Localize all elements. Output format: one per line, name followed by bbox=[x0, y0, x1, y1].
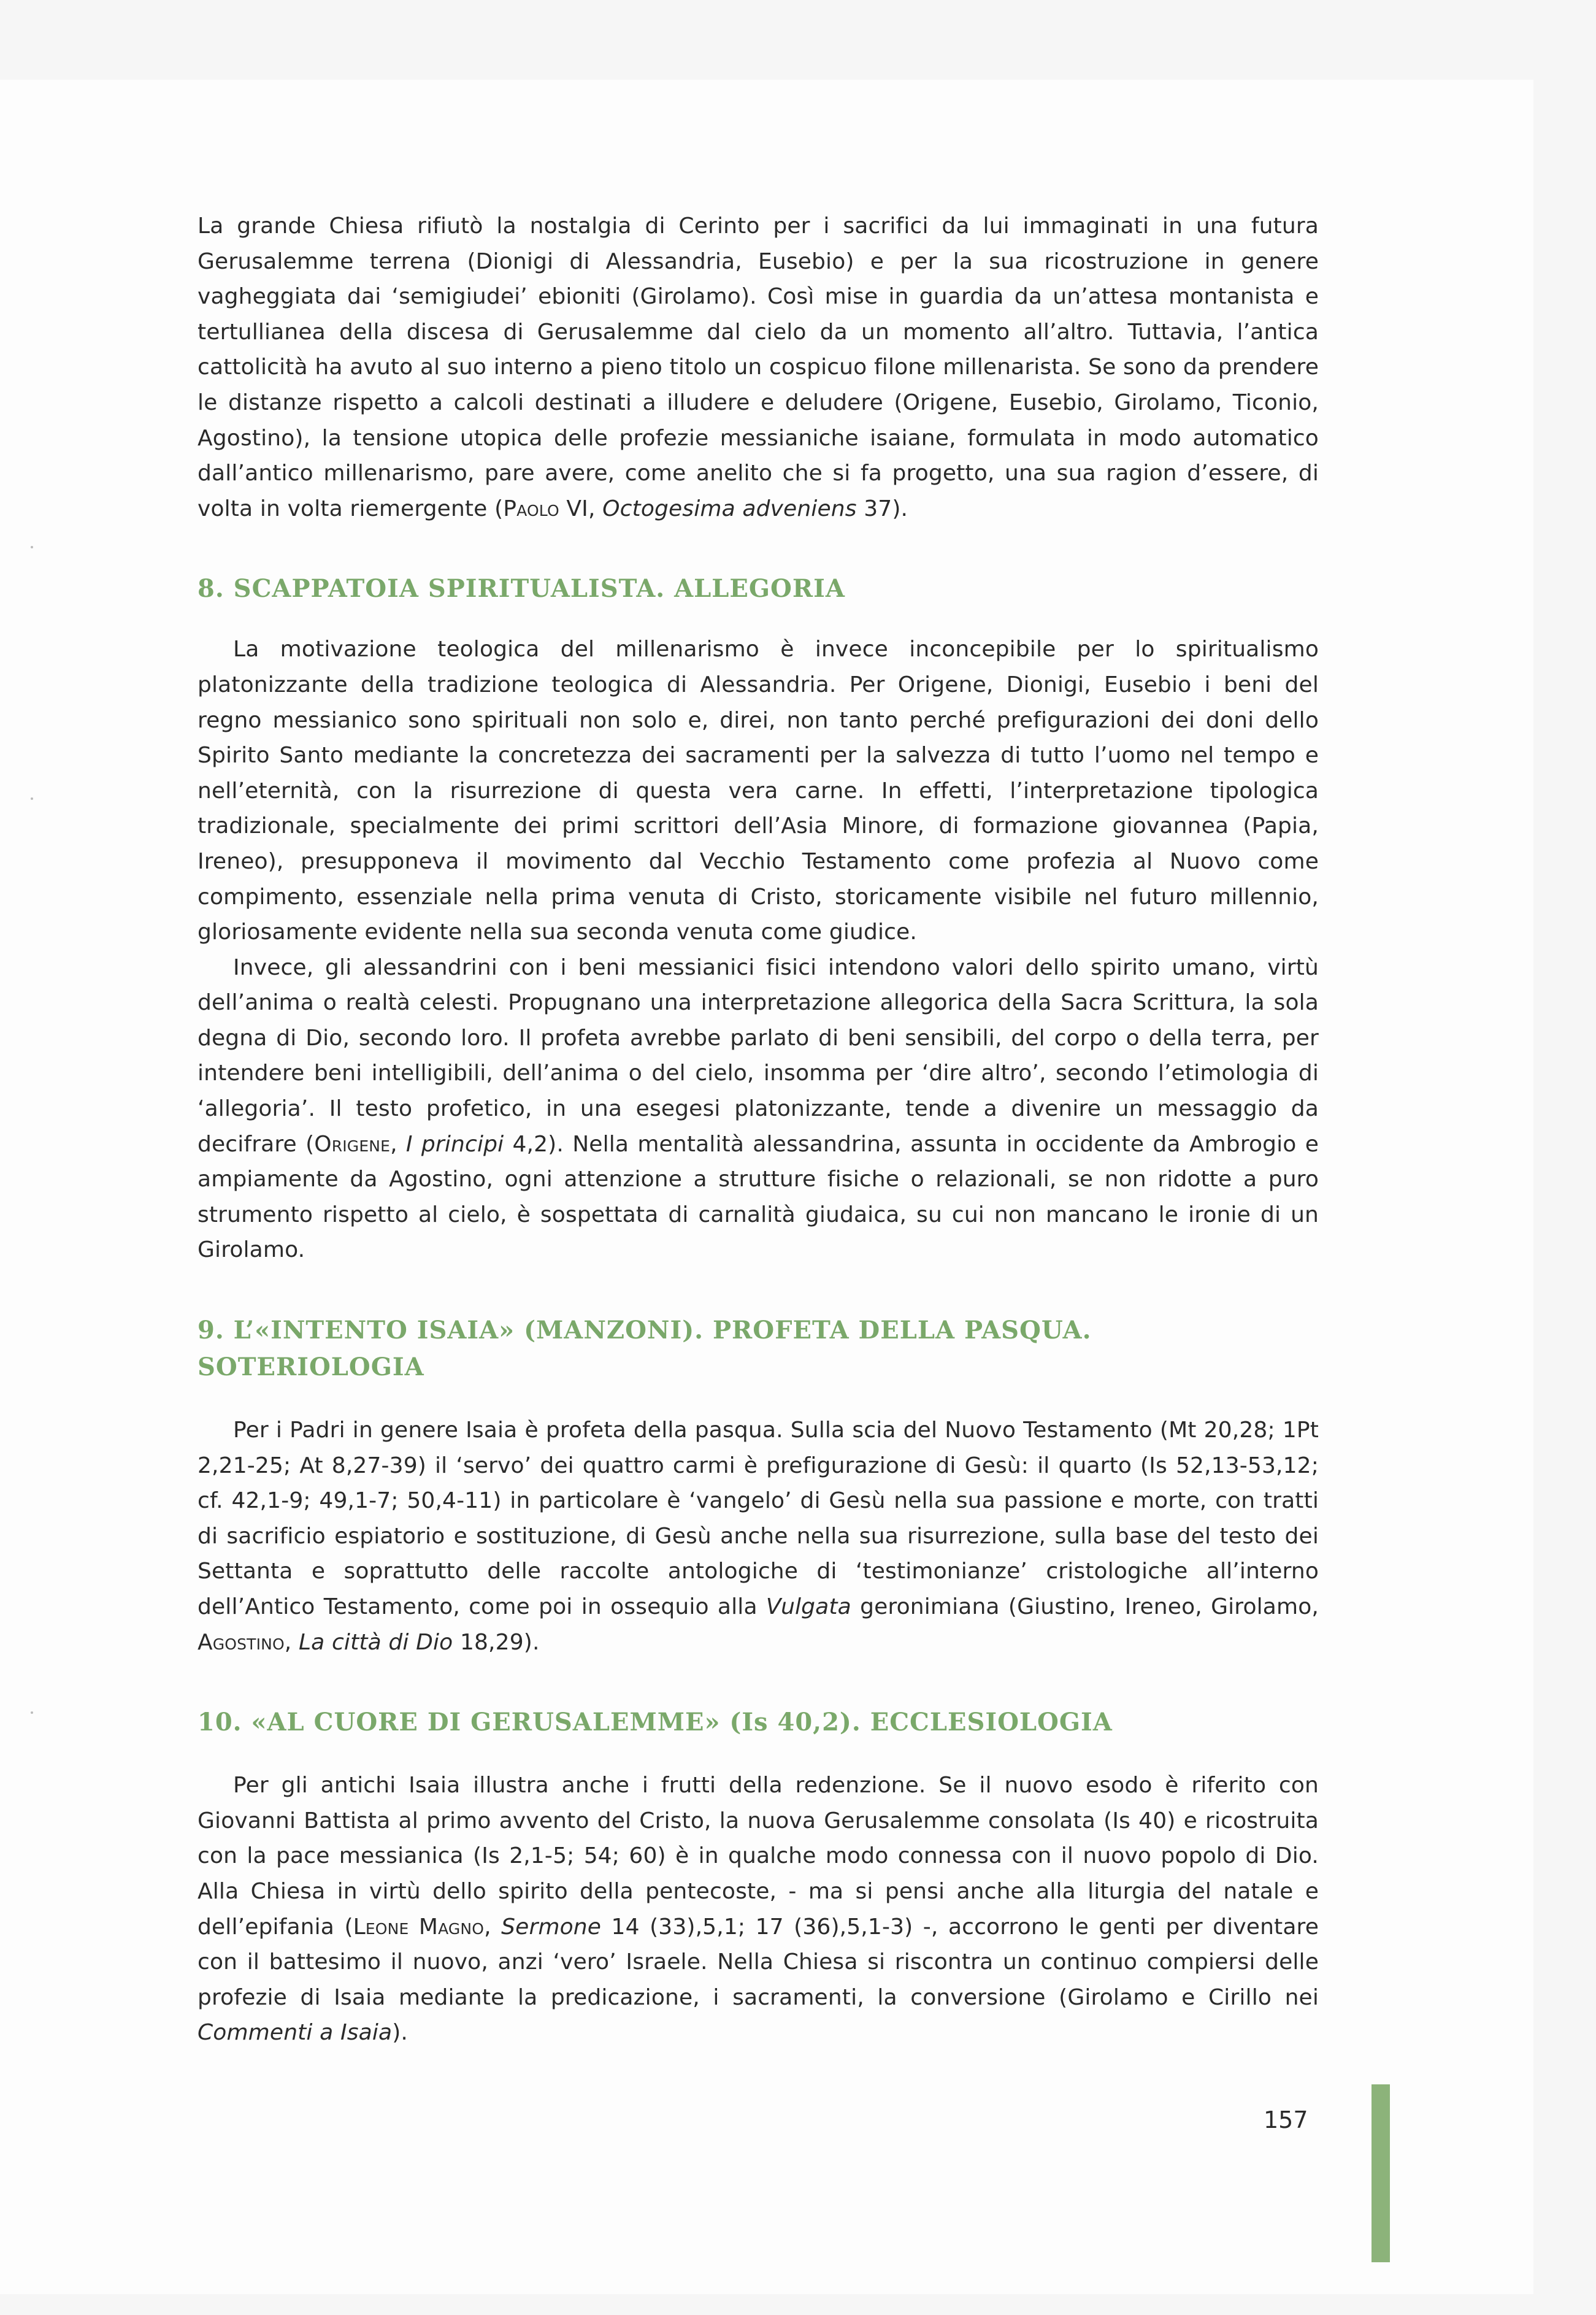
work-title: La città di Dio bbox=[298, 1629, 453, 1655]
author-name: Paolo VI bbox=[503, 496, 588, 521]
intro-paragraph: La grande Chiesa rifiutò la nostalgia di Cerinto per i sacrifici da lui immaginati in una futura Gerusalemme terrena (Dionigi di Alessandria, Eusebio) e per la sua ricostruzione in genere vagheggiata dai ‘semigiudei’ ebioniti (Girolamo). Così mise in guardia da un’attesa montanista e tertullianea della discesa di Gerusalemme dal cielo da un momento all’altro. Tuttavia, l’antica cattolicità ha avuto al suo interno a pieno titolo un cospicuo filone millenarista. Se sono da prendere le distanze rispetto a calcoli destinati a illudere e deludere (Origene, Eusebio, Girolamo, Ticonio, Agostino), la tensione utopica delle profezie messianiche isaiane, formulata in modo automatico dall’antico millenarismo, pare avere, come anelito che si fa progetto, una sua ragion d’essere, di volta in volta riemergente (Paolo VI, Octogesima adveniens 37). bbox=[198, 213, 1319, 521]
section-10-paragraph-1: Per gli antichi Isaia illustra anche i frutti della redenzione. Se il nuovo esodo è riferito con Giovanni Battista al primo avvento del Cristo, la nuova Gerusalemme consolata (Is 40) e ricostruita con la pace messianica (Is 2,1-5; 54; 60) è in qualche modo connessa con il nuovo popolo di Dio. Alla Chiesa in virtù dello spirito della pentecoste, - ma si pensi anche alla liturgia del natale e dell’epifania (Leone Magno, Sermone 14 (33),5,1; 17 (36),5,1-3) -, accorrono le genti per diventare con il battesimo il nuovo, anzi ‘vero’ Israele. Nella Chiesa si riscontra un continuo compiersi delle profezie di Isaia mediante la predicazione, i sacramenti, la conversione (Girolamo e Cirillo nei Commenti a Isaia). bbox=[198, 1773, 1319, 2046]
green-margin-bar bbox=[1372, 2084, 1390, 2262]
section-8-heading: 8. SCAPPATOIA SPIRITUALISTA. ALLEGORIA bbox=[198, 574, 845, 604]
margin-dot bbox=[31, 546, 33, 548]
work-title: Octogesima adveniens bbox=[602, 496, 857, 521]
section-8-paragraph-2: Invece, gli alessandrini con i beni messianici fisici intendono valori dello spirito umano, virtù dell’anima o realtà celesti. Propugnano una interpretazione allegorica della Sacra Scrittura, la sola degna di Dio, secondo loro. Il profeta avrebbe parlato di beni sensibili, del corpo o della terra, per intendere beni intelligibili, dell’anima o del cielo, insomma per ‘dire altro’, secondo l’etimologia di ‘allegoria’. Il testo profetico, in una esegesi platonizzante, tende a divenire un messaggio da decifrare (Origene, I principi 4,2). Nella mentalità alessandrina, assunta in occidente da Ambrogio e ampiamente da Agostino, ogni attenzione a strutture fisiche o relazionali, se non ridotte a puro strumento rispetto al cielo, è sospettata di carnalità giudaica, su cui non mancano le ironie di un Girolamo. bbox=[198, 954, 1319, 1263]
author-name: Agostino bbox=[198, 1629, 285, 1655]
page-body bbox=[198, 209, 1319, 2051]
author-name: Leone Magno bbox=[353, 1914, 485, 1940]
work-title: I principi bbox=[405, 1131, 504, 1157]
margin-dot bbox=[31, 797, 33, 800]
work-title: Sermone bbox=[501, 1914, 602, 1940]
page-number: 157 bbox=[1264, 2106, 1308, 2133]
section-10-heading: 10. «AL CUORE DI GERUSALEMME» (Is 40,2). ECCLESIOLOGIA bbox=[198, 1708, 1113, 1737]
section-9-paragraph-1: Per i Padri in genere Isaia è profeta della pasqua. Sulla scia del Nuovo Testamento (Mt 20,28; 1Pt 2,21-25; At 8,27-39) il ‘servo’ dei quattro carmi è prefigurazione di Gesù: il quarto (Is 52,13-53,12; cf. 42,1-9; 49,1-7; 50,4-11) in particolare è ‘vangelo’ di Gesù nella sua passione e morte, con tratti di sacrificio espiatorio e sostituzione, di Gesù anche nella sua risurrezione, sulla base del testo dei Settanta e soprattutto delle raccolte antologiche di ‘testimonianze’ cristologiche all’interno dell’Antico Testamento, come poi in ossequio alla Vulgata geronimiana (Giustino, Ireneo, Girolamo, Agostino, La città di Dio 18,29). bbox=[198, 1418, 1319, 1655]
work-title: Vulgata bbox=[765, 1594, 851, 1619]
author-name: Origene bbox=[314, 1131, 391, 1157]
margin-dot bbox=[31, 1711, 33, 1714]
section-8-paragraph-1: La motivazione teologica del millenarismo è invece inconcepibile per lo spiritualismo platonizzante della tradizione teologica di Alessandria. Per Origene, Dionigi, Eusebio i beni del regno messianico sono spirituali non solo e, direi, non tanto perché prefigurazioni dei doni dello Spirito Santo mediante la concretezza dei sacramenti per la salvezza di tutto l’uomo nel tempo e nell’eternità, con la risurrezione di questa vera carne. In effetti, l’interpretazione tipologica tradizionale, specialmente dei primi scrittori dell’Asia Minore, di formazione giovannea (Papia, Ireneo), presupponeva il movimento dal Vecchio Testamento come profezia al Nuovo come compimento, essenziale nella prima venuta di Cristo, storicamente visibile nel futuro millennio, gloriosamente evidente nella sua seconda venuta come giudice. bbox=[198, 637, 1319, 945]
work-title: Commenti a Isaia bbox=[198, 2020, 393, 2046]
section-9-heading: 9. L’«INTENTO ISAIA» (MANZONI). PROFETA DELLA PASQUA. SOTERIOLOGIA bbox=[198, 1316, 1092, 1382]
